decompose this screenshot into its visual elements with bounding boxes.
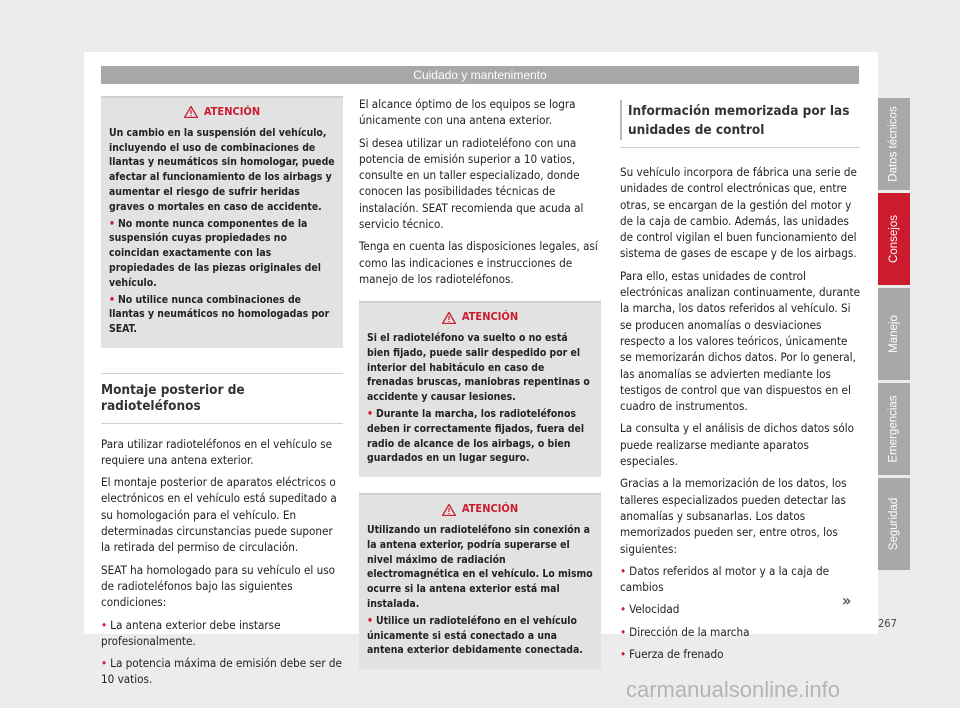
section-heading: Información memorizada por las unidades de control: [620, 96, 860, 148]
bullet-icon: •: [109, 217, 115, 230]
paragraph: Tenga en cuenta las disposiciones legales, así como las indicaciones e instrucciones de manejo de los radioteléfonos.: [359, 239, 598, 286]
side-tabs: [878, 98, 910, 573]
list-item: • Fuerza de frenado: [620, 647, 724, 662]
warning-bullet: • No monte nunca componentes de la suspensión cuyas propiedades no coincidan exactamente con las propiedades de las piezas originales del vehículo.: [109, 217, 321, 289]
tab-datos-tecnicos[interactable]: Datos técnicos: [878, 98, 910, 190]
paragraph: SEAT ha homologado para su vehículo el uso de radioteléfonos bajo las siguientes condiciones:: [101, 562, 336, 610]
tab-seguridad[interactable]: Seguridad: [878, 478, 910, 570]
warning-text: Utilizando un radioteléfono sin conexión a la antena exterior, podría superarse el nivel máximo de radiación electromagnética en el vehículo. Lo mismo ocurre si la antena exterior está mal instalada.: [367, 524, 593, 611]
warning-bullet: • Utilice un radioteléfono en el vehículo únicamente si está conectado a una antena exterior debidamente conectada.: [367, 614, 583, 657]
list-item: • Velocidad: [620, 602, 680, 617]
bullet-icon: •: [101, 617, 108, 632]
tab-emergencias[interactable]: Emergencias: [878, 383, 910, 475]
list-item: • Datos referidos al motor y a la caja de cambios: [620, 563, 830, 595]
warning-triangle-icon: [442, 312, 456, 324]
paragraph: El alcance óptimo de los equipos se logra únicamente con una antena exterior.: [359, 97, 576, 128]
warning-text: Un cambio en la suspensión del vehículo, incluyendo el uso de combinaciones de llantas y neumáticos sin homologar, puede afectar al funcionamiento de los airbags y aumentar el riesgo de sufrir heridas graves o mortales en caso de accidente.: [109, 126, 335, 213]
bullet-icon: •: [367, 614, 373, 627]
tab-manejo[interactable]: Manejo: [878, 288, 910, 380]
paragraph: La consulta y el análisis de dichos datos sólo puede realizarse mediante aparatos especiales.: [620, 421, 855, 469]
bullet-icon: •: [620, 647, 627, 662]
list-item: • Dirección de la marcha: [620, 624, 750, 639]
paragraph: Para ello, estas unidades de control electrónicas analizan continuamente, durante la marcha, los datos referidos al vehículo. Si se producen anomalías o desviaciones respecto a los valores teóricos, únicamente se memorizarán dichos datos. Por lo general, las anomalías se advierten mediante los testigos de control que van dispuestos en el cuadro de instrumentos.: [620, 268, 861, 414]
page-number: 267: [878, 617, 897, 630]
column-1: [101, 96, 343, 694]
bullet-icon: •: [367, 408, 373, 421]
list-item: • La antena exterior debe instarse profesionalmente.: [101, 617, 281, 648]
tab-consejos[interactable]: Consejos: [878, 193, 910, 285]
warning-triangle-icon: [442, 504, 456, 516]
paragraph: Su vehículo incorpora de fábrica una serie de unidades de control electrónicas que, entre otras, se encargan de la gestión del motor y de la caja de cambio. Además, las unidades de control vigilan el buen funcionamiento del sistema de gases de escape y de los airbags.: [620, 165, 857, 261]
warning-box: [101, 96, 343, 348]
list-item: • La potencia máxima de emisión debe ser de 10 vatios.: [101, 656, 342, 687]
paragraph: El montaje posterior de aparatos eléctricos o electrónicos en el vehículo está supeditado a su homologación para el vehículo. En determinadas circunstancias puede suponer la retirada del permiso de circulación.: [101, 475, 337, 555]
warning-text: Si el radioteléfono va suelto o no está bien fijado, puede salir despedido por el interior del habitáculo en caso de frenadas bruscas, maniobras repentinas o accidente y causar lesiones.: [367, 332, 590, 404]
bullet-icon: •: [620, 602, 627, 617]
bullet-icon: •: [101, 656, 108, 671]
warning-triangle-icon: [184, 106, 198, 118]
column-3: [620, 96, 860, 668]
warning-title: ATENCIÓN: [203, 105, 261, 118]
bullet-icon: •: [109, 293, 115, 306]
paragraph: Si desea utilizar un radioteléfono con una potencia de emisión superior a 10 vatios, consulte en un taller especializado, donde conocen las posibilidades técnicas de instalación. SEAT recomienda que acuda al servicio técnico.: [359, 135, 584, 232]
warning-box: [359, 301, 601, 477]
warning-bullet: • Durante la marcha, los radioteléfonos deben ir correctamente fijados, fuera del radio de alcance de los airbags, o bien guardados en un lugar seguro.: [367, 408, 585, 465]
bullet-icon: •: [620, 563, 627, 578]
paragraph: Gracias a la memorización de los datos, los talleres especializados pueden detectar las anomalías y subsanarlas. Los datos memorizados pueden ser, entre otros, los siguientes:: [620, 476, 847, 556]
paragraph: Para utilizar radioteléfonos en el vehículo se requiere una antena exterior.: [101, 436, 333, 467]
continue-arrow-icon: »: [842, 591, 852, 610]
section-heading: Montaje posterior de radioteléfonos: [101, 373, 343, 424]
watermark: carmanualsonline.info: [626, 677, 841, 702]
warning-box: [359, 493, 601, 669]
warning-title: ATENCIÓN: [461, 502, 519, 516]
chapter-header: Cuidado y mantenimento: [101, 66, 859, 84]
warning-bullet: • No utilice nunca combinaciones de llantas y neumáticos no homologadas por SEAT.: [109, 293, 330, 336]
column-2: [359, 96, 601, 669]
warning-title: ATENCIÓN: [461, 310, 519, 324]
bullet-icon: •: [620, 624, 627, 639]
